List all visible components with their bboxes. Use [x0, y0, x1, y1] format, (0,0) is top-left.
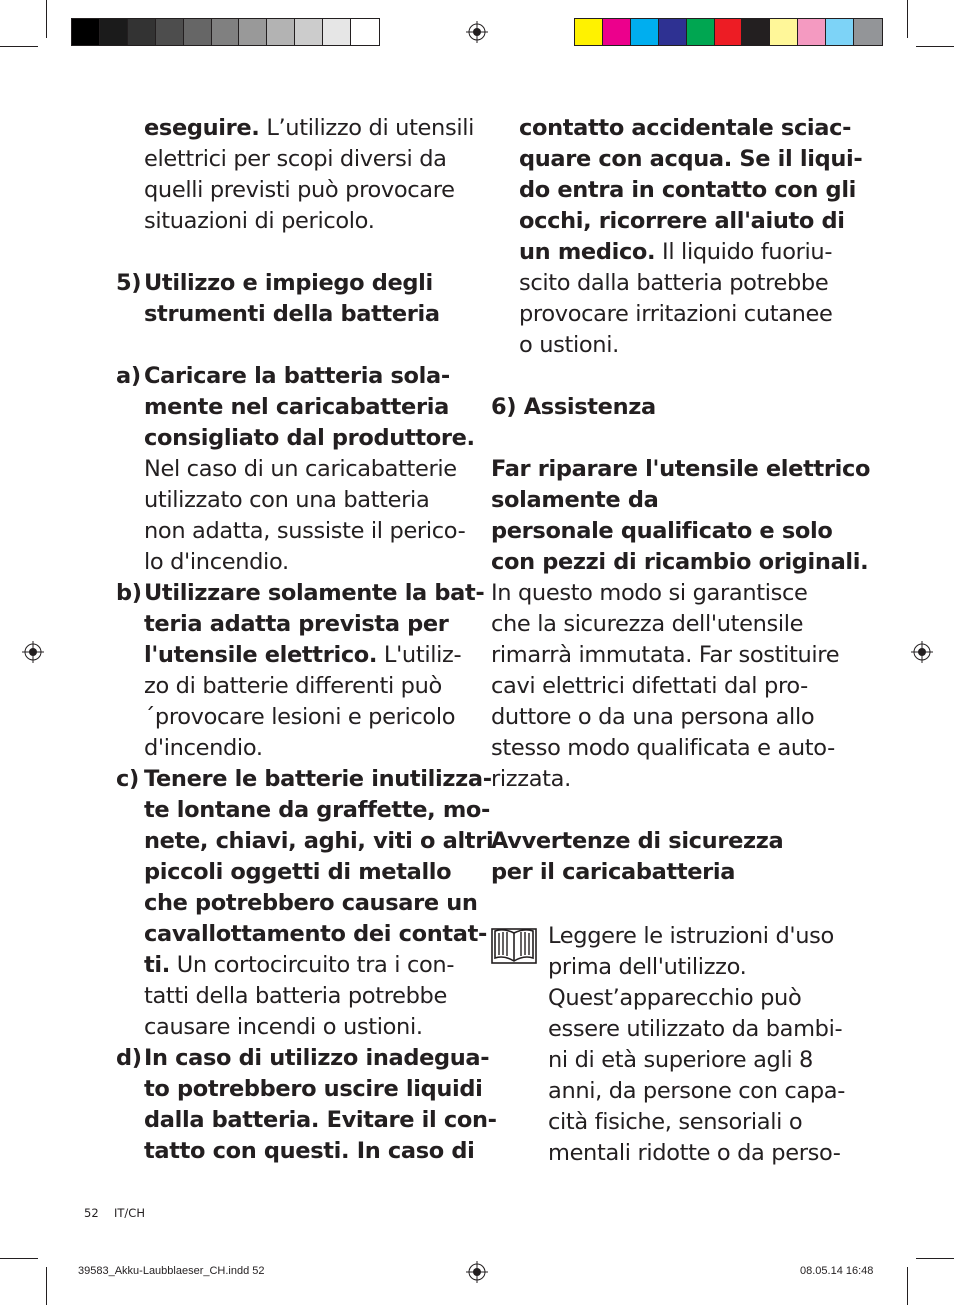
text-line: personale qualificato e solo: [491, 518, 833, 544]
text-line: cità fisiche, sensoriali o: [548, 1109, 803, 1135]
heading-line: per il caricabatteria: [491, 859, 736, 885]
right-column: [477, 0, 954, 1200]
text-line: ´provocare lesioni e pericolo: [144, 704, 456, 730]
text-line: che la sicurezza dell'utensile: [491, 611, 804, 637]
text-line: occhi, ricorrere all'aiuto di: [519, 208, 845, 234]
text-line: elettrici per scopi diversi da: [144, 146, 447, 172]
text-line: teria adatta prevista per: [144, 611, 449, 637]
text-line: utilizzato con una batteria: [144, 487, 430, 513]
open-book-icon: [491, 925, 537, 965]
text-line: causare incendi o ustioni.: [144, 1014, 423, 1040]
text-line: ni di età superiore agli 8: [548, 1047, 814, 1073]
heading-line: Utilizzo e impiego degli: [144, 270, 433, 296]
text-line: In caso di utilizzo inadegua-: [144, 1045, 490, 1071]
text-line: stesso modo qualificata e auto-: [491, 735, 835, 761]
text-line: eseguire. L’utilizzo di utensili: [144, 115, 475, 141]
text-line: Leggere le istruzioni d'uso: [548, 923, 834, 949]
text-line: Utilizzare solamente la bat-: [144, 580, 485, 606]
text-line: situazioni di pericolo.: [144, 208, 375, 234]
text-line: quare con acqua. Se il liqui-: [519, 146, 863, 172]
section-number: 5): [116, 270, 142, 296]
text-line: tatto con questi. In caso di: [144, 1138, 475, 1164]
slug-date: 08.05.14 16:48: [800, 1265, 874, 1277]
text-line: duttore o da una persona allo: [491, 704, 815, 730]
text-line: piccoli oggetti di metallo: [144, 859, 452, 885]
text-line: o ustioni.: [519, 332, 619, 358]
text-line: Nel caso di un caricabatterie: [144, 456, 457, 482]
text-line: lo d'incendio.: [144, 549, 289, 575]
text-line: ti. Un cortocircuito tra i con-: [144, 952, 455, 978]
text-line: rimarrà immutata. Far sostituire: [491, 642, 840, 668]
heading-line: Avvertenze di sicurezza: [491, 828, 784, 854]
text-line: In questo modo si garantisce: [491, 580, 808, 606]
text-line: cavallottamento dei contat-: [144, 921, 488, 947]
page-number: 52: [84, 1206, 99, 1220]
list-item-label: b): [116, 580, 142, 606]
heading-line: strumenti della batteria: [144, 301, 440, 327]
text-line: non adatta, sussiste il perico-: [144, 518, 466, 544]
text-line: d'incendio.: [144, 735, 263, 761]
text-line: quelli previsti può provocare: [144, 177, 455, 203]
text-line: anni, da persone con capa-: [548, 1078, 846, 1104]
text-line: Tenere le batterie inutilizza-: [144, 766, 492, 792]
registration-mark-icon: [466, 1261, 488, 1283]
text-line: rizzata.: [491, 766, 571, 792]
text-line: Quest’apparecchio può: [548, 985, 802, 1011]
section-heading-6: 6) Assistenza: [491, 394, 656, 420]
list-item-label: a): [116, 363, 141, 389]
text-line: scito dalla batteria potrebbe: [519, 270, 829, 296]
text-line: prima dell'utilizzo.: [548, 954, 747, 980]
text-line: zo di batterie differenti può: [144, 673, 442, 699]
text-line: dalla batteria. Evitare il con-: [144, 1107, 497, 1133]
text-line: mentali ridotte o da perso-: [548, 1140, 841, 1166]
list-item-label: d): [116, 1045, 142, 1071]
text-line: contatto accidentale sciac-: [519, 115, 852, 141]
locale-label: IT/CH: [114, 1206, 145, 1220]
text-line: tatti della batteria potrebbe: [144, 983, 447, 1009]
text-line: consigliato dal produttore.: [144, 425, 475, 451]
text-line: con pezzi di ricambio originali.: [491, 549, 869, 575]
slug-file: 39583_Akku-Laubblaeser_CH.indd 52: [78, 1265, 265, 1277]
text-line: un medico. Il liquido fuoriu-: [519, 239, 833, 265]
list-item-label: c): [116, 766, 139, 792]
text-line: che potrebbero causare un: [144, 890, 478, 916]
text-line: cavi elettrici difettati dal pro-: [491, 673, 808, 699]
text-line: solamente da: [491, 487, 659, 513]
text-line: Caricare la batteria sola-: [144, 363, 450, 389]
text-line: Far riparare l'utensile elettrico: [491, 456, 871, 482]
text-line: mente nel caricabatteria: [144, 394, 449, 420]
text-line: essere utilizzato da bambi-: [548, 1016, 843, 1042]
text-line: l'utensile elettrico. L'utiliz-: [144, 642, 462, 668]
text-line: te lontane da graffette, mo-: [144, 797, 491, 823]
text-line: to potrebbero uscire liquidi: [144, 1076, 483, 1102]
text-line: do entra in contatto con gli: [519, 177, 857, 203]
text-line: provocare irritazioni cutanee: [519, 301, 833, 327]
text-line: nete, chiavi, aghi, viti o altri: [144, 828, 494, 854]
left-column: [0, 0, 497, 1200]
